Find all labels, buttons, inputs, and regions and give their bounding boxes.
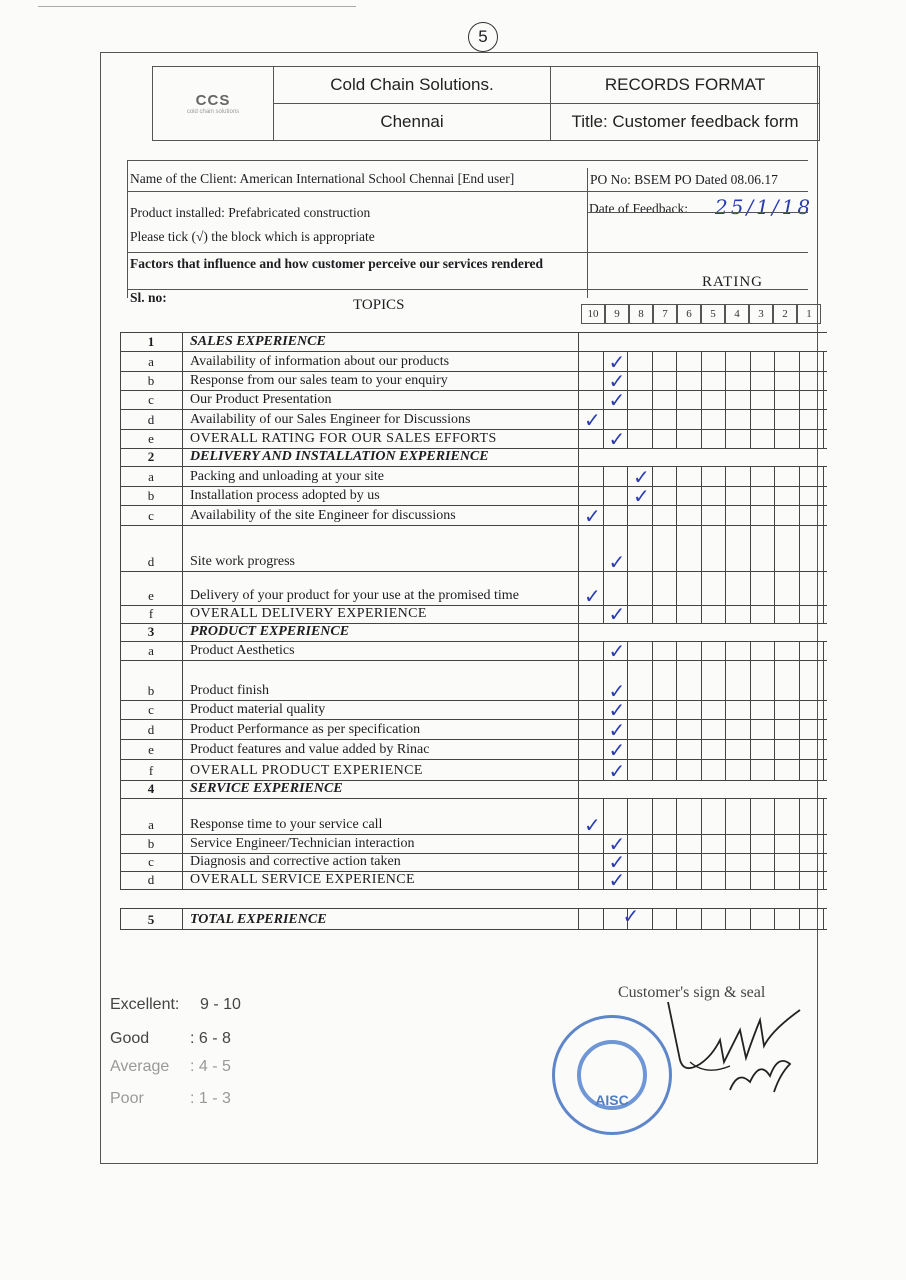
section-title: TOTAL EXPERIENCE	[190, 912, 327, 927]
grid-line	[182, 781, 183, 890]
item-topic: Availability of the site Engineer for discussions	[190, 508, 456, 523]
check-mark-icon: ✓	[608, 679, 626, 703]
customer-sign-label: Customer's sign & seal	[618, 984, 766, 1001]
grid-line	[627, 352, 628, 449]
item-letter: a	[148, 643, 154, 658]
grid-line	[799, 908, 800, 930]
grid-line	[652, 352, 653, 449]
grid-line	[578, 781, 579, 890]
grid-line	[182, 624, 183, 781]
item-letter: d	[147, 554, 155, 569]
tick-instruction-row	[127, 213, 808, 251]
feedback-row	[120, 427, 827, 451]
records-format: RECORDS FORMAT	[551, 67, 820, 104]
grid-line	[725, 352, 726, 449]
rating-scale-cell: 6	[677, 304, 701, 324]
rating-scale-cell: 2	[773, 304, 797, 324]
check-mark-icon: ✓	[608, 832, 626, 856]
logo-text: CCS	[195, 92, 231, 109]
grid-line	[578, 908, 579, 930]
check-mark-icon: ✓	[608, 639, 626, 663]
page-number: 5	[468, 22, 498, 52]
customer-signature	[660, 1000, 810, 1110]
item-letter: d	[147, 722, 155, 737]
grid-line	[774, 352, 775, 449]
form-header	[152, 66, 820, 141]
feedback-row	[120, 740, 827, 760]
grid-line	[182, 332, 183, 449]
item-letter: c	[148, 854, 154, 869]
company-city: Chennai	[274, 104, 551, 141]
grid-line	[182, 908, 183, 930]
check-mark-icon: ✓	[608, 738, 626, 762]
logo-subtext: cold chain solutions	[186, 109, 240, 115]
check-mark-icon: ✓	[608, 759, 626, 783]
legend-value: : 6 - 8	[190, 1030, 231, 1047]
feedback-row	[120, 369, 827, 393]
grid-line	[725, 642, 726, 781]
item-topic: OVERALL SERVICE EXPERIENCE	[190, 872, 415, 887]
item-topic: Response from our sales team to your enquiry	[190, 373, 448, 388]
form-title: Title: Customer feedback form	[551, 104, 820, 141]
feedback-row	[120, 467, 827, 487]
item-topic: Packing and unloading at your site	[190, 469, 385, 484]
grid-line	[603, 467, 604, 624]
grid-line	[799, 352, 800, 449]
item-letter: e	[148, 588, 154, 603]
legend-value: : 4 - 5	[190, 1058, 231, 1075]
page-top-rule	[38, 6, 356, 7]
grid-line	[603, 908, 604, 930]
check-mark-icon: ✓	[608, 868, 626, 892]
grid-line	[676, 908, 677, 930]
check-mark-icon: ✓	[608, 718, 626, 742]
rating-scale-cell: 7	[653, 304, 677, 324]
grid-line	[652, 908, 653, 930]
item-topic: Product features and value added by Rinac	[190, 742, 430, 757]
feedback-row	[120, 410, 827, 430]
feedback-date-value: 25/1/18	[715, 195, 814, 219]
item-letter: f	[148, 763, 154, 778]
feedback-row	[120, 698, 827, 722]
grid-line	[578, 624, 579, 781]
grid-line	[750, 908, 751, 930]
grid-line	[652, 799, 653, 890]
grid-line	[603, 799, 604, 890]
item-letter: b	[147, 488, 155, 503]
item-letter: e	[148, 742, 154, 757]
grid-line	[799, 799, 800, 890]
rating-title: RATING	[702, 274, 763, 290]
company-name: Cold Chain Solutions.	[274, 67, 551, 104]
grid-line	[578, 449, 579, 624]
item-letter: b	[147, 683, 155, 698]
grid-line	[701, 642, 702, 781]
item-letter: d	[147, 412, 155, 427]
item-letter: c	[148, 392, 154, 407]
section-title: PRODUCT EXPERIENCE	[190, 624, 350, 639]
section-number: 2	[147, 449, 155, 464]
check-mark-icon: ✓	[584, 408, 601, 432]
grid-line	[120, 332, 121, 449]
section-number: 3	[147, 624, 155, 639]
check-mark-icon: ✓	[608, 350, 626, 374]
grid-line	[701, 352, 702, 449]
check-mark-icon: ✓	[584, 504, 601, 528]
section-row	[120, 449, 827, 467]
grid-line	[627, 467, 628, 624]
grid-line	[120, 781, 121, 890]
feedback-row	[120, 639, 827, 663]
grid-line	[627, 799, 628, 890]
item-letter: f	[148, 606, 154, 621]
product-installed: Product installed: Prefabricated construction	[130, 205, 371, 220]
grid-line	[120, 624, 121, 781]
section-number: 1	[147, 334, 155, 349]
item-topic: Site work progress	[190, 554, 295, 569]
grid-line	[750, 352, 751, 449]
check-mark-icon: ✓	[622, 904, 640, 928]
grid-line	[725, 908, 726, 930]
item-letter: a	[148, 817, 154, 832]
grid-line	[120, 908, 121, 930]
grid-line	[120, 449, 121, 624]
check-mark-icon: ✓	[584, 584, 601, 608]
feedback-row	[120, 868, 827, 892]
grid-line	[676, 352, 677, 449]
rating-scale-cell: 4	[725, 304, 749, 324]
check-mark-icon: ✓	[608, 427, 626, 451]
grid-line	[578, 332, 579, 449]
legend-label: Poor	[110, 1090, 144, 1107]
check-mark-icon: ✓	[608, 698, 626, 722]
feedback-row	[120, 661, 827, 701]
item-topic: OVERALL RATING FOR OUR SALES EFFORTS	[190, 431, 497, 446]
grid-line	[750, 642, 751, 781]
grid-line	[799, 467, 800, 624]
item-topic: Response time to your service call	[190, 817, 383, 832]
feedback-date-label: Date of Feedback:	[589, 201, 688, 216]
section-row	[120, 332, 827, 352]
feedback-row	[120, 352, 827, 372]
grid-line	[750, 799, 751, 890]
grid-line	[799, 642, 800, 781]
grid-line	[823, 799, 824, 890]
feedback-row	[120, 572, 827, 606]
item-letter: b	[147, 836, 155, 851]
grid-line	[676, 799, 677, 890]
grid-line	[603, 352, 604, 449]
rating-scale-cell: 1	[797, 304, 821, 324]
check-mark-icon: ✓	[608, 850, 626, 874]
section-row	[120, 624, 827, 642]
section-title: DELIVERY AND INSTALLATION EXPERIENCE	[190, 449, 489, 464]
item-topic: Product finish	[190, 683, 269, 698]
item-letter: d	[147, 872, 155, 887]
grid-line	[725, 467, 726, 624]
rating-scale-cell: 8	[629, 304, 653, 324]
item-letter: c	[148, 702, 154, 717]
feedback-row	[120, 526, 827, 572]
grid-line	[676, 467, 677, 624]
feedback-row	[120, 506, 827, 526]
grid-line	[823, 467, 824, 624]
company-logo	[153, 67, 274, 141]
grid-line	[701, 908, 702, 930]
item-letter: c	[148, 508, 154, 523]
check-mark-icon: ✓	[633, 484, 650, 508]
legend-label: Average	[110, 1058, 170, 1075]
grid-line	[701, 467, 702, 624]
grid-line	[725, 799, 726, 890]
check-mark-icon: ✓	[584, 813, 601, 837]
grid-line	[627, 908, 628, 930]
rating-scale-cell: 3	[749, 304, 773, 324]
check-mark-icon: ✓	[608, 369, 626, 393]
seal-text: AISC	[595, 1092, 629, 1108]
section-number: 5	[147, 912, 155, 927]
feedback-row	[120, 602, 827, 626]
grid-line	[603, 642, 604, 781]
rating-scale-cell: 10	[581, 304, 605, 324]
grid-line	[823, 642, 824, 781]
section-title: SERVICE EXPERIENCE	[190, 781, 343, 796]
grid-line	[652, 642, 653, 781]
section-title: SALES EXPERIENCE	[190, 334, 326, 349]
item-topic: Availability of our Sales Engineer for Discussions	[190, 412, 471, 427]
item-topic: Availability of information about our products	[190, 354, 450, 369]
grid-line	[182, 449, 183, 624]
grid-line	[652, 467, 653, 624]
check-mark-icon: ✓	[608, 388, 626, 412]
feedback-row	[120, 720, 827, 740]
item-letter: b	[147, 373, 155, 388]
item-letter: a	[148, 469, 154, 484]
grid-line	[774, 908, 775, 930]
check-mark-icon: ✓	[608, 550, 626, 574]
rating-scale-cell: 5	[701, 304, 725, 324]
item-topic: Product material quality	[190, 702, 326, 717]
product-row	[127, 191, 814, 220]
item-topic: Product Aesthetics	[190, 643, 295, 658]
legend-item	[110, 1090, 280, 1112]
grid-line	[774, 467, 775, 624]
item-letter: a	[148, 354, 154, 369]
feedback-row	[120, 799, 827, 835]
item-topic: Installation process adopted by us	[190, 488, 380, 503]
feedback-row	[120, 760, 827, 781]
section-row	[120, 781, 827, 799]
tick-instruction: Please tick (√) the block which is appropriate	[130, 229, 375, 244]
legend-item	[110, 996, 280, 1018]
legend-label: Excellent:	[110, 996, 180, 1013]
client-row	[127, 168, 808, 192]
item-topic: Service Engineer/Technician interaction	[190, 836, 415, 851]
sl-no-header: Sl. no:	[130, 290, 167, 305]
factors-heading: Factors that influence and how customer perceive our services rendered	[130, 256, 544, 271]
item-topic: Diagnosis and corrective action taken	[190, 854, 401, 869]
grid-line	[701, 799, 702, 890]
item-topic: OVERALL DELIVERY EXPERIENCE	[190, 606, 427, 621]
legend-value: : 1 - 3	[190, 1090, 231, 1107]
item-letter: e	[148, 431, 154, 446]
item-topic: Product Performance as per specification	[190, 722, 421, 737]
item-topic: Delivery of your product for your use at the promised time	[190, 588, 519, 603]
section-number: 4	[147, 781, 155, 796]
grid-line	[750, 467, 751, 624]
check-mark-icon: ✓	[633, 465, 650, 489]
client-name: Name of the Client: American International School Chennai [End user]	[130, 171, 515, 186]
aisc-seal	[552, 1015, 672, 1135]
legend-item	[110, 1058, 280, 1080]
grid-line	[627, 642, 628, 781]
item-topic: Our Product Presentation	[190, 392, 332, 407]
legend-label: Good	[110, 1030, 150, 1047]
topics-header: TOPICS	[353, 297, 405, 313]
grid-line	[823, 908, 824, 930]
po-number: PO No: BSEM PO Dated 08.06.17	[590, 172, 778, 187]
item-topic: OVERALL PRODUCT EXPERIENCE	[190, 763, 423, 778]
feedback-row	[120, 484, 827, 508]
rating-scale-cell: 9	[605, 304, 629, 324]
grid-line	[774, 799, 775, 890]
check-mark-icon: ✓	[608, 602, 626, 626]
grid-line	[774, 642, 775, 781]
legend-item	[110, 1030, 280, 1052]
feedback-row	[120, 832, 827, 856]
feedback-row	[120, 850, 827, 874]
feedback-row	[120, 388, 827, 412]
grid-line	[676, 642, 677, 781]
section-row	[120, 904, 827, 930]
grid-line	[823, 352, 824, 449]
legend-value: 9 - 10	[200, 996, 241, 1013]
